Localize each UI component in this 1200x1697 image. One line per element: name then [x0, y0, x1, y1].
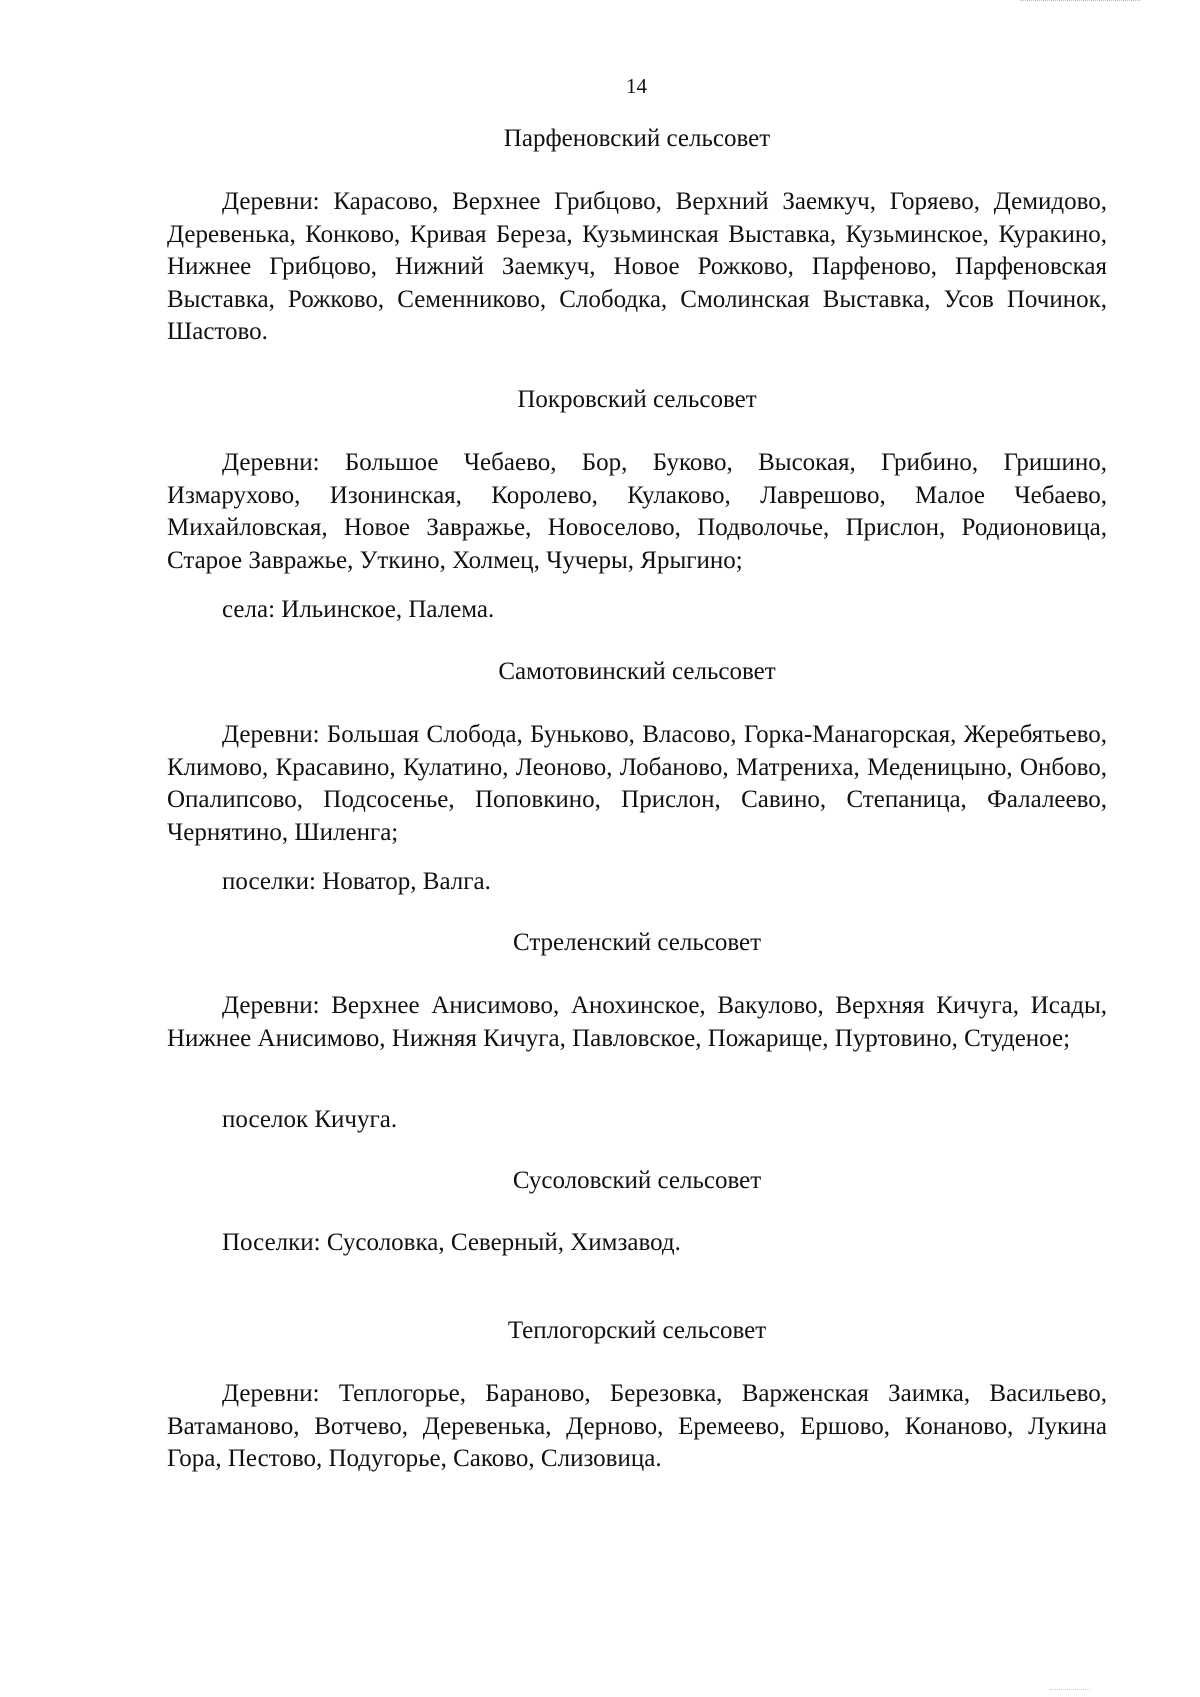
- section-subline: поселки: Новатор, Валга.: [222, 868, 491, 895]
- section-paragraph: Поселки: Сусоловка, Северный, Химзавод.: [222, 1229, 681, 1256]
- section-subline: села: Ильинское, Палема.: [222, 596, 495, 623]
- page-number: 14: [626, 74, 647, 98]
- section-heading: Сусоловский сельсовет: [512, 1167, 762, 1194]
- section-paragraph: Деревни: Карасово, Верхнее Грибцово, Верхний Заемкуч, Горяево, Демидово, Деревенька, Конково, Кривая Береза, Кузьминская Выставка, Кузьминское, Куракино, Нижнее Грибцово, Нижний Заемкуч, Новое Рожково, Парфеново, Парфеновская Выставка, Рожково, Семенниково, Слободка, Смолинская Выставка, Усов Починок, Шастово.: [167, 188, 1107, 346]
- section-paragraph: Деревни: Большая Слобода, Буньково, Власово, Горка-Манагорская, Жеребятьево, Климово, Красавино, Кулатино, Леоново, Лобаново, Матрениха, Меденицыно, Онбово, Опалипсово, Подсосенье, Поповкино, Прислон, Савино, Степаница, Фалалеево, Чернятино, Шиленга;: [167, 721, 1107, 846]
- section-heading: Покровский сельсовет: [517, 386, 757, 413]
- section-paragraph: Деревни: Теплогорье, Бараново, Березовка, Варженская Заимка, Васильево, Ватаманово, Вотчево, Деревенька, Дерново, Еремеево, Ершово, Конаново, Лукина Гора, Пестово, Подугорье, Саково, Слизовица.: [167, 1380, 1107, 1473]
- section-heading: Самотовинский сельсовет: [498, 658, 776, 685]
- section-paragraph: Деревни: Большое Чебаево, Бор, Буково, Высокая, Грибино, Гришино, Измарухово, Изонинская, Королево, Кулаково, Лаврешово, Малое Чебаево, Михайловская, Новое Завражье, Новоселово, Подволочье, Прислон, Родионовица, Старое Завражье, Уткино, Холмец, Чучеры, Ярыгино;: [167, 449, 1107, 574]
- scan-artifact-bottom: [1050, 1689, 1090, 1693]
- scan-artifact-top: [1020, 0, 1140, 5]
- section-subline: поселок Кичуга.: [222, 1106, 398, 1133]
- section-heading: Теплогорский сельсовет: [507, 1317, 767, 1344]
- section-heading: Стреленский сельсовет: [512, 929, 762, 956]
- section-heading: Парфеновский сельсовет: [503, 125, 771, 152]
- section-paragraph: Деревни: Верхнее Анисимово, Анохинское, Вакулово, Верхняя Кичуга, Исады, Нижнее Анисимово, Нижняя Кичуга, Павловское, Пожарище, Пуртовино, Студеное;: [167, 992, 1107, 1052]
